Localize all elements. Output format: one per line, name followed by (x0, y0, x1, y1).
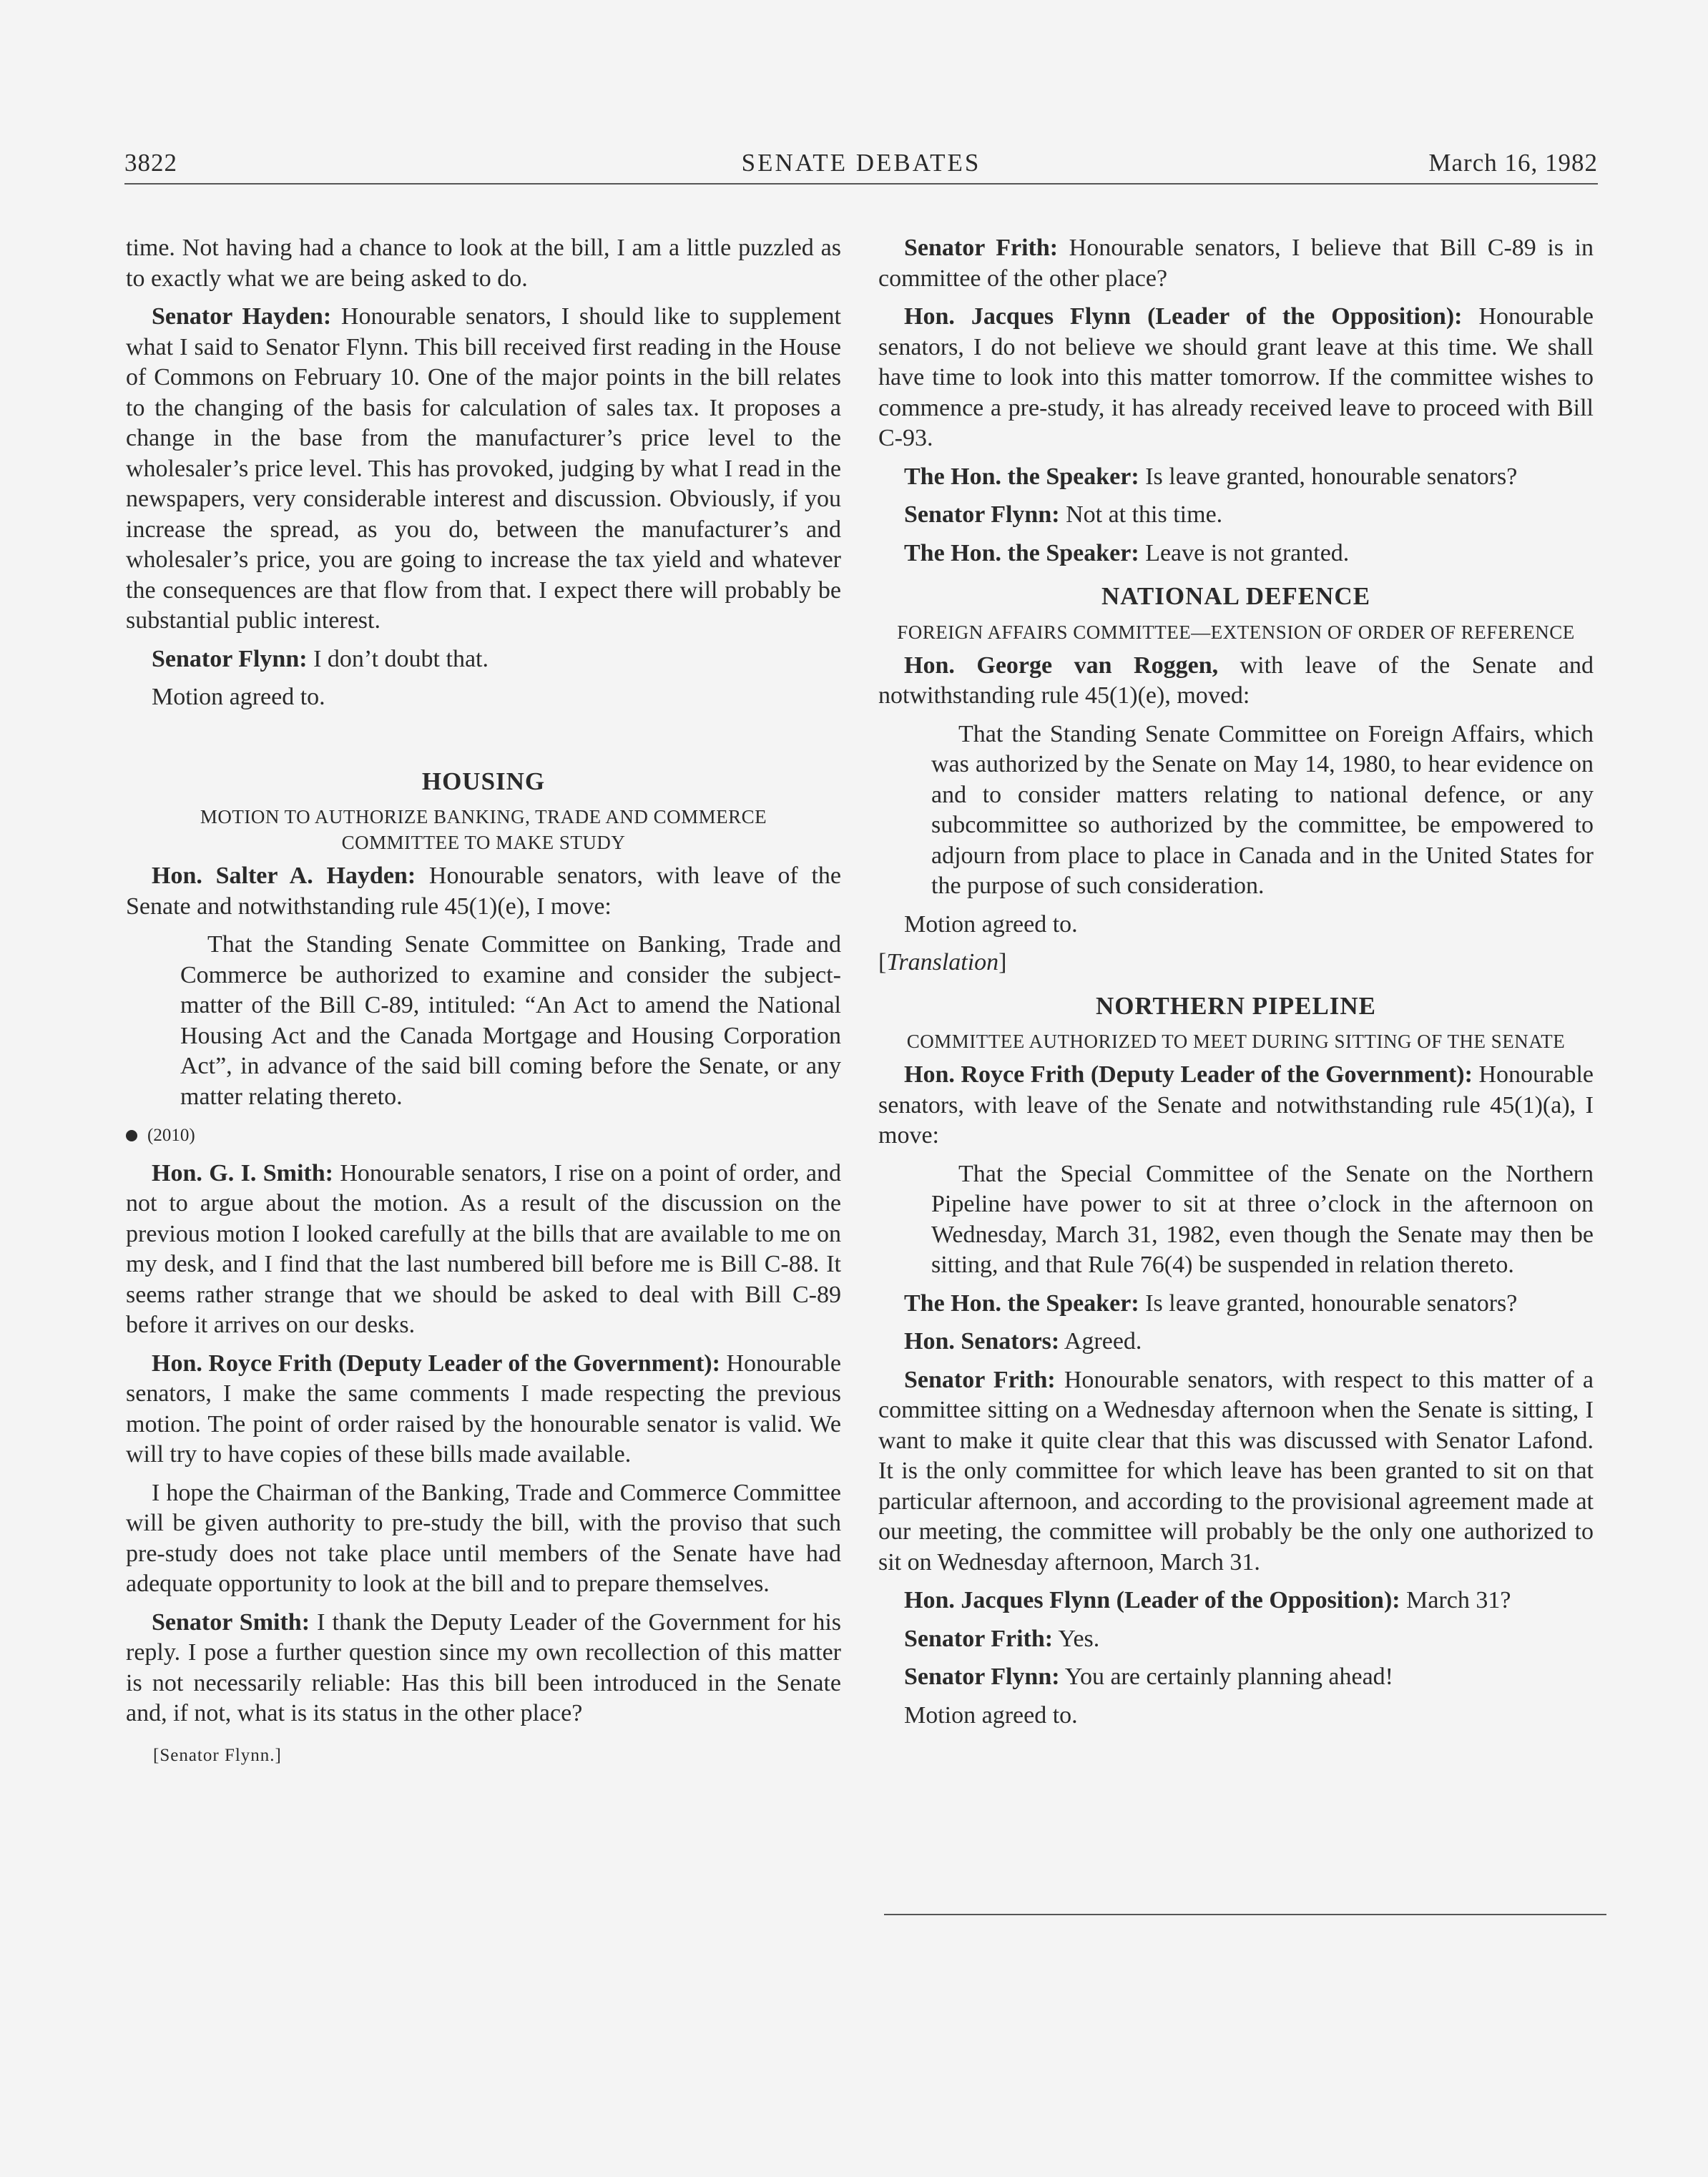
section-title: HOUSING (421, 767, 546, 795)
footer-note: [Senator Flynn.] (153, 1745, 282, 1765)
speech-text: I don’t doubt that. (307, 645, 489, 672)
speaker-name: Hon. Royce Frith (Deputy Leader of the Government): (904, 1061, 1473, 1088)
publication-title: SENATE DEBATES (741, 149, 981, 177)
speaker-name: Hon. Jacques Flynn (Leader of the Opposition): (904, 303, 1463, 330)
paragraph (878, 462, 1594, 493)
paragraph: Motion agreed to. (152, 684, 325, 710)
speaker-name: Hon. Royce Frith (Deputy Leader of the Government): (152, 1350, 720, 1377)
translation-note: [Translation] (878, 949, 1007, 976)
paragraph (878, 1289, 1594, 1320)
speaker-name: Senator Frith: (904, 1625, 1054, 1652)
speaker-name: The Hon. the Speaker: (904, 539, 1139, 566)
speech-text: Leave is not granted. (1139, 539, 1350, 566)
page-date: March 16, 1982 (1428, 149, 1598, 177)
speaker-name: Senator Hayden: (152, 303, 332, 330)
speaker-name: The Hon. the Speaker: (904, 463, 1139, 490)
speech-text: with leave of the Senate and notwithstanding rule 45(1)(e), moved: (878, 652, 1594, 709)
paragraph (878, 1624, 1594, 1655)
speaker-name: Senator Frith: (904, 235, 1059, 261)
paragraph (126, 1349, 841, 1470)
paragraph (878, 539, 1594, 569)
section-title: NATIONAL DEFENCE (1101, 582, 1371, 610)
speech-text: Honourable senators, with respect to this matter of a committee sitting on a Wednesday afternoon when the Senate is sitting, I want to make it quite clear that this was discussed with Senator Lafond. It is the only committee for which leave has been granted to sit on that particular afternoon, and according to the provisional agreement made at our meeting, the committee will probably be the only one authorized to sit on Wednesday afternoon, March 31. (878, 1366, 1594, 1576)
right-column (878, 233, 1594, 1739)
speech-text: Is leave granted, honourable senators? (1139, 1289, 1518, 1317)
speaker-name: Senator Flynn: (904, 501, 1060, 528)
speaker-name: Hon. Salter A. Hayden: (152, 863, 416, 889)
paragraph (878, 1586, 1594, 1616)
paragraph (878, 1327, 1594, 1357)
paragraph (126, 1159, 841, 1341)
speaker-name: Hon. Jacques Flynn (Leader of the Opposition): (904, 1587, 1400, 1613)
motion-quote: That the Special Committee of the Senate on the Northern Pipeline have power to sit at three o’clock in the afternoon on Wednesday, March 31, 1982, even though the Senate may then be sitting, and that Rule 76(4) be suspended in relation thereto. (931, 1160, 1594, 1278)
speech-text: Honourable senators, I believe that Bill C-89 is in committee of the other place? (878, 235, 1594, 292)
speaker-name: Senator Smith: (152, 1608, 310, 1636)
speaker-name: Senator Flynn: (152, 645, 308, 672)
translation-label: Translation (886, 949, 999, 976)
speaker-name: Senator Flynn: (904, 1664, 1060, 1690)
paragraph (878, 500, 1594, 531)
paragraph: time. Not having had a chance to look at the bill, I am a little puzzled as to exactly what we are being asked to do. (126, 235, 841, 292)
speech-text: Honourable senators, I do not believe we should grant leave at this time. We shall have time to look into this matter tomorrow. If the committee wishes to commence a pre-study, it has already received leave to proceed with Bill C-93. (878, 303, 1594, 451)
speech-text: Honourable senators, with leave of the Senate and notwithstanding rule 45(1)(a), I move: (878, 1061, 1594, 1149)
speech-text: I thank the Deputy Leader of the Government for his reply. I pose a further question since my own recollection of this matter is not necessarily reliable: Has this bill been introduced in the Senate and, if not, what is its status in the other place? (126, 1608, 841, 1726)
paragraph: Motion agreed to. (904, 1701, 1078, 1729)
paragraph (878, 651, 1594, 712)
time-marker (126, 1121, 841, 1151)
speech-text: Not at this time. (1059, 501, 1223, 528)
paragraph (126, 861, 841, 922)
paragraph: I hope the Chairman of the Banking, Trade and Commerce Committee will be given authority to pre-study the bill, with the proviso that such pre-study does not take place until members of the Senate have had adequate opportunity to look at the bill and to prepare themselves. (126, 1479, 841, 1597)
motion-quote: That the Standing Senate Committee on Banking, Trade and Commerce be authorized to examine and consider the subject-matter of the Bill C-89, intituled: “An Act to amend the National Housing Act and the Canada Mortgage and Housing Corporation Act”, in advance of the said bill coming before the Senate, or any matter relating thereto. (180, 931, 841, 1110)
speech-text: Agreed. (1059, 1328, 1142, 1355)
speaker-name: Hon. G. I. Smith: (152, 1159, 333, 1186)
speech-text: Honourable senators, I rise on a point of order, and not to argue about the motion. As a result of the discussion on the previous motion I looked carefully at the bills that are available to me on my desk, and I find that the last numbered bill before me is Bill C-88. It seems rather strange that we should be asked to deal with Bill C-89 before it arrives on our desks. (126, 1159, 841, 1338)
paragraph (878, 302, 1594, 454)
speech-text: Yes. (1053, 1625, 1100, 1652)
speaker-name: Senator Frith: (904, 1366, 1056, 1393)
speech-text: March 31? (1400, 1587, 1511, 1613)
speaker-name: Hon. Senators: (904, 1328, 1060, 1355)
speaker-name: Hon. George van Roggen, (904, 652, 1219, 679)
paragraph (126, 302, 841, 637)
time-marker-text: (2010) (147, 1126, 195, 1145)
paragraph (878, 1365, 1594, 1578)
paragraph (126, 1608, 841, 1729)
motion-quote: That the Standing Senate Committee on Foreign Affairs, which was authorized by the Senate on May 14, 1980, to hear evidence on and to consider matters relating to national defence, or any subcommittee so authorized by the committee, be empowered to adjourn from place to place in Canada and in the United States for the purpose of such consideration. (931, 720, 1594, 899)
page-header (124, 143, 1598, 185)
speech-text: Honourable senators, with leave of the Senate and notwithstanding rule 45(1)(e), I move: (126, 863, 841, 920)
speech-text: Honourable senators, I should like to supplement what I said to Senator Flynn. This bill received first reading in the House of Commons on February 10. One of the major points in the bill relates to the changing of the basis for calculation of sales tax. It proposes a change in the base from the manufacturer’s price level to the wholesaler’s price level. This has provoked, judging by what I read in the newspapers, very considerable interest and discussion. Obviously, if you increase the spread, as you do, between the manufacturer’s and wholesaler’s price, you are going to increase the tax yield and whatever the consequences are that flow from that. I expect there will probably be substantial public interest. (126, 303, 841, 634)
section-subtitle: MOTION TO AUTHORIZE BANKING, TRADE AND COMMERCE COMMITTEE TO MAKE STUDY (200, 806, 767, 853)
bullet-icon (126, 1130, 137, 1141)
end-rule (884, 1914, 1606, 1915)
speaker-name: The Hon. the Speaker: (904, 1289, 1139, 1317)
section-subtitle: COMMITTEE AUTHORIZED TO MEET DURING SITTING OF THE SENATE (906, 1031, 1566, 1052)
section-subtitle: FOREIGN AFFAIRS COMMITTEE—EXTENSION OF ORDER OF REFERENCE (897, 621, 1575, 643)
paragraph (878, 1662, 1594, 1693)
paragraph (878, 1060, 1594, 1151)
speech-text: Honourable senators, I make the same comments I made respecting the previous motion. The point of order raised by the honourable senator is valid. We will try to have copies of these bills made available. (126, 1350, 841, 1468)
paragraph (878, 233, 1594, 294)
paragraph: Motion agreed to. (904, 910, 1078, 938)
section-title: NORTHERN PIPELINE (1095, 991, 1377, 1020)
paragraph (126, 644, 841, 675)
page-number: 3822 (124, 149, 177, 177)
left-column (126, 233, 841, 1771)
speech-text: You are certainly planning ahead! (1059, 1664, 1393, 1690)
speech-text: Is leave granted, honourable senators? (1139, 463, 1518, 490)
